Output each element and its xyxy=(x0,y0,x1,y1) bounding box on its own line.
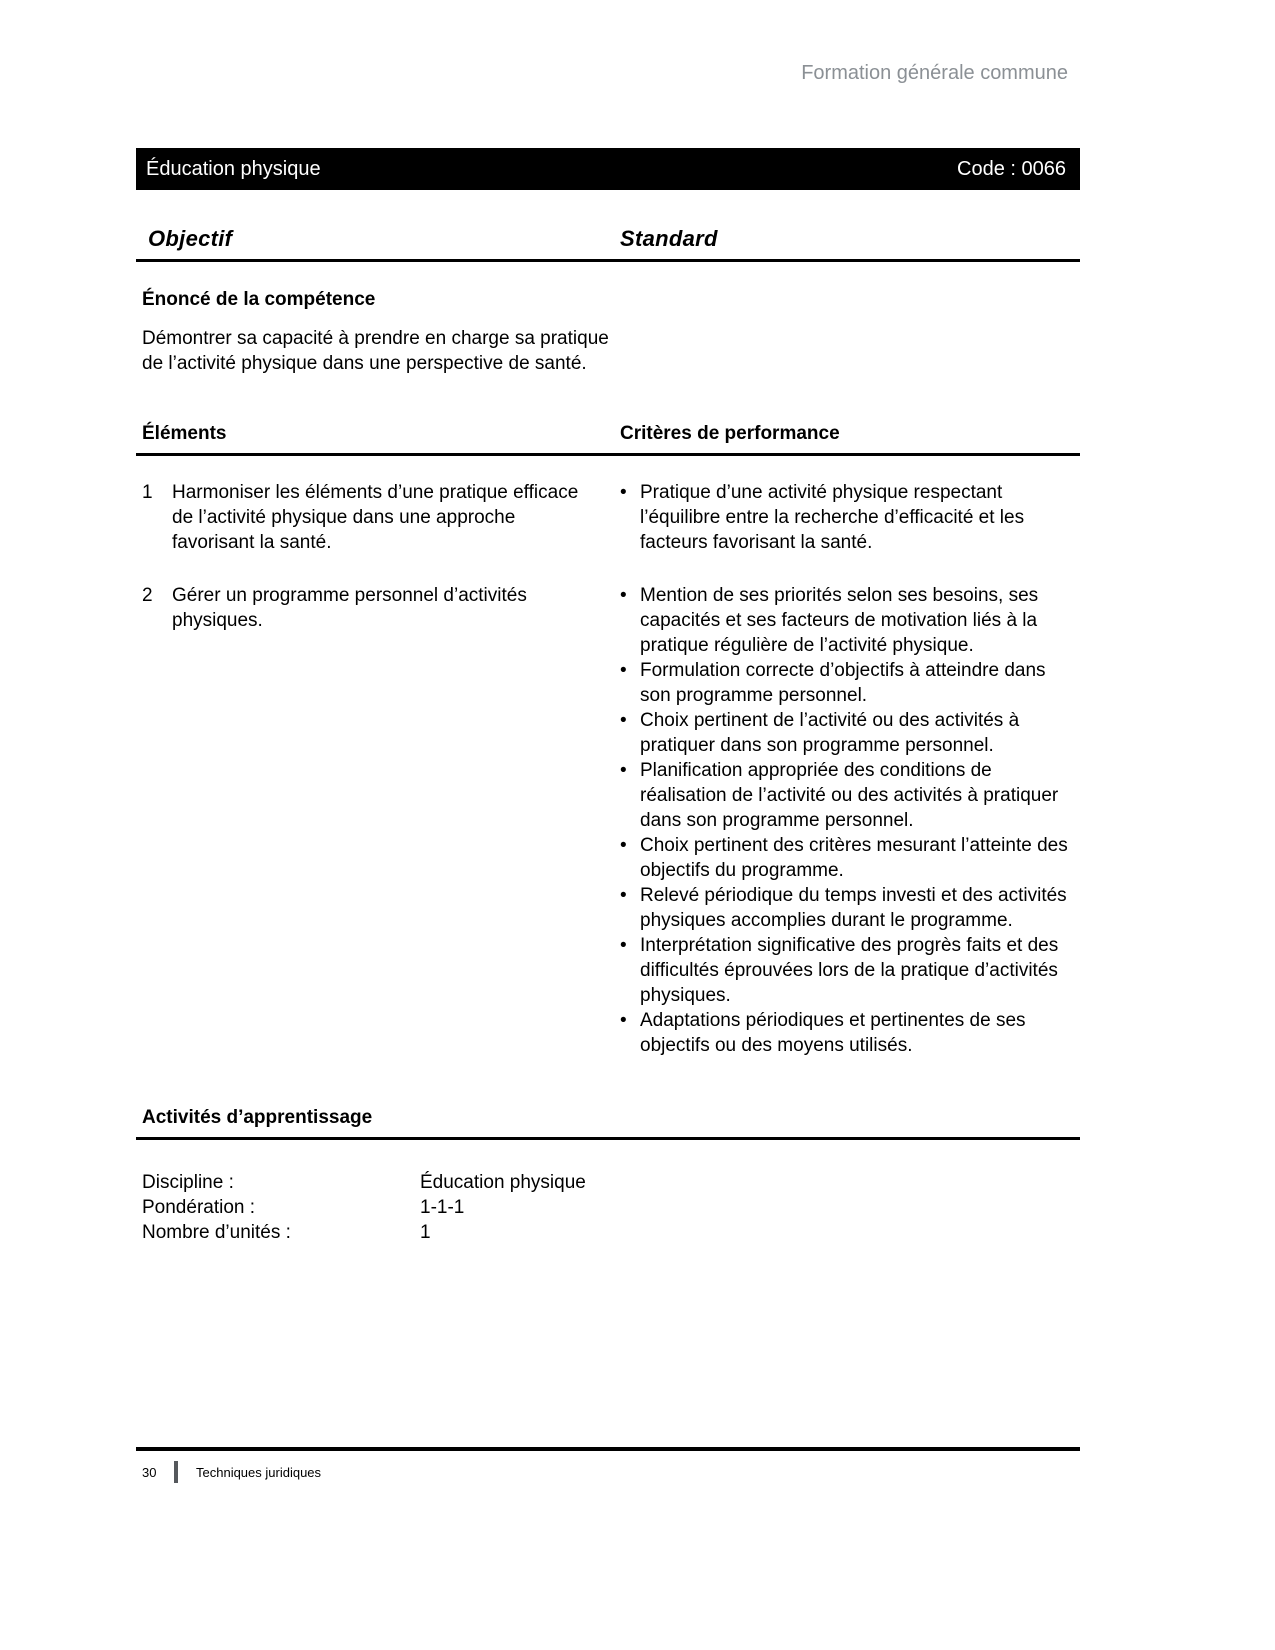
criterion-text: Choix pertinent de l’activité ou des activités à pratiquer dans son programme personnel. xyxy=(640,710,1020,756)
criterion-item xyxy=(620,758,1074,833)
criterion-text: Formulation correcte d’objectifs à atteindre dans son programme personnel. xyxy=(640,660,1046,706)
info-value: 1 xyxy=(420,1222,431,1243)
element-text: Gérer un programme personnel d’activités physiques. xyxy=(172,585,527,631)
criterion-text: Mention de ses priorités selon ses besoins, ses capacités et ses facteurs de motivation liés à la pratique régulière de l’activité physique. xyxy=(640,585,1039,656)
activities-info-table xyxy=(136,1170,1080,1245)
standard-heading: Standard xyxy=(620,226,718,251)
info-row xyxy=(142,1195,1080,1220)
bullet-marker: • xyxy=(620,835,627,856)
objectif-heading: Objectif xyxy=(148,226,233,251)
info-row xyxy=(142,1220,1080,1245)
page-number: 30 xyxy=(142,1464,157,1480)
criterion-item xyxy=(620,708,1074,758)
criteria-group xyxy=(620,583,1080,1058)
criteria-group xyxy=(620,480,1080,555)
criterion-item xyxy=(620,1008,1074,1058)
criterion-text: Interprétation significative des progrès faits et des difficultés éprouvées lors de la pratique d’activités physiques. xyxy=(640,935,1059,1006)
activities-heading: Activités d’apprentissage xyxy=(142,1107,373,1128)
criterion-text: Adaptations périodiques et pertinentes de ses objectifs ou des moyens utilisés. xyxy=(640,1010,1026,1056)
info-row xyxy=(142,1170,1080,1195)
elements-heading: Éléments xyxy=(142,423,227,444)
bullet-marker: • xyxy=(620,660,627,681)
criterion-text: Relevé périodique du temps investi et des activités physiques accomplies durant le programme. xyxy=(640,885,1067,931)
element-item xyxy=(136,583,620,1058)
criterion-item xyxy=(620,658,1074,708)
course-code: Code : 0066 xyxy=(957,157,1066,180)
info-label: Pondération : xyxy=(142,1197,256,1218)
criterion-item xyxy=(620,883,1074,933)
element-number: 1 xyxy=(142,482,153,503)
running-header: Formation générale commune xyxy=(801,62,1068,84)
info-value: Éducation physique xyxy=(420,1172,586,1193)
element-number: 2 xyxy=(142,585,153,606)
criterion-item xyxy=(620,583,1074,658)
objectif-standard-header-row xyxy=(136,226,1080,262)
footer-line xyxy=(136,1461,1080,1483)
criterion-item xyxy=(620,480,1074,555)
competence-statement: Démontrer sa capacité à prendre en charge sa pratique de l’activité physique dans une perspective de santé. xyxy=(142,328,609,374)
content-row-2 xyxy=(136,583,1080,1058)
bullet-marker: • xyxy=(620,1010,627,1031)
page-footer xyxy=(136,1447,1080,1483)
bullet-marker: • xyxy=(620,482,627,503)
bullet-marker: • xyxy=(620,585,627,606)
activities-heading-row xyxy=(136,1106,1080,1140)
criterion-text: Pratique d’une activité physique respectant l’équilibre entre la recherche d’efficacité et les facteurs favorisant la santé. xyxy=(640,482,1025,553)
info-value: 1-1-1 xyxy=(420,1197,465,1218)
footer-doc-title: Techniques juridiques xyxy=(196,1464,322,1480)
criterion-item xyxy=(620,933,1074,1008)
bullet-marker: • xyxy=(620,710,627,731)
competence-heading: Énoncé de la compétence xyxy=(142,289,376,310)
element-text: Harmoniser les éléments d’une pratique efficace de l’activité physique dans une approche favorisant la santé. xyxy=(172,482,579,553)
element-item xyxy=(136,480,620,555)
info-label: Nombre d’unités : xyxy=(142,1222,291,1243)
criteres-heading: Critères de performance xyxy=(620,423,840,444)
criterion-item xyxy=(620,833,1074,883)
content-row-1 xyxy=(136,480,1080,555)
criterion-text: Planification appropriée des conditions de réalisation de l’activité ou des activités à pratiquer dans son programme personnel. xyxy=(640,760,1059,831)
elements-criteres-header-row xyxy=(136,422,1080,456)
footer-separator xyxy=(174,1461,178,1483)
title-bar xyxy=(136,148,1080,190)
course-title: Éducation physique xyxy=(146,157,321,180)
bullet-marker: • xyxy=(620,935,627,956)
info-label: Discipline : xyxy=(142,1172,234,1193)
bullet-marker: • xyxy=(620,760,627,781)
criterion-text: Choix pertinent des critères mesurant l’atteinte des objectifs du programme. xyxy=(640,835,1068,881)
footer-rule xyxy=(136,1447,1080,1451)
bullet-marker: • xyxy=(620,885,627,906)
